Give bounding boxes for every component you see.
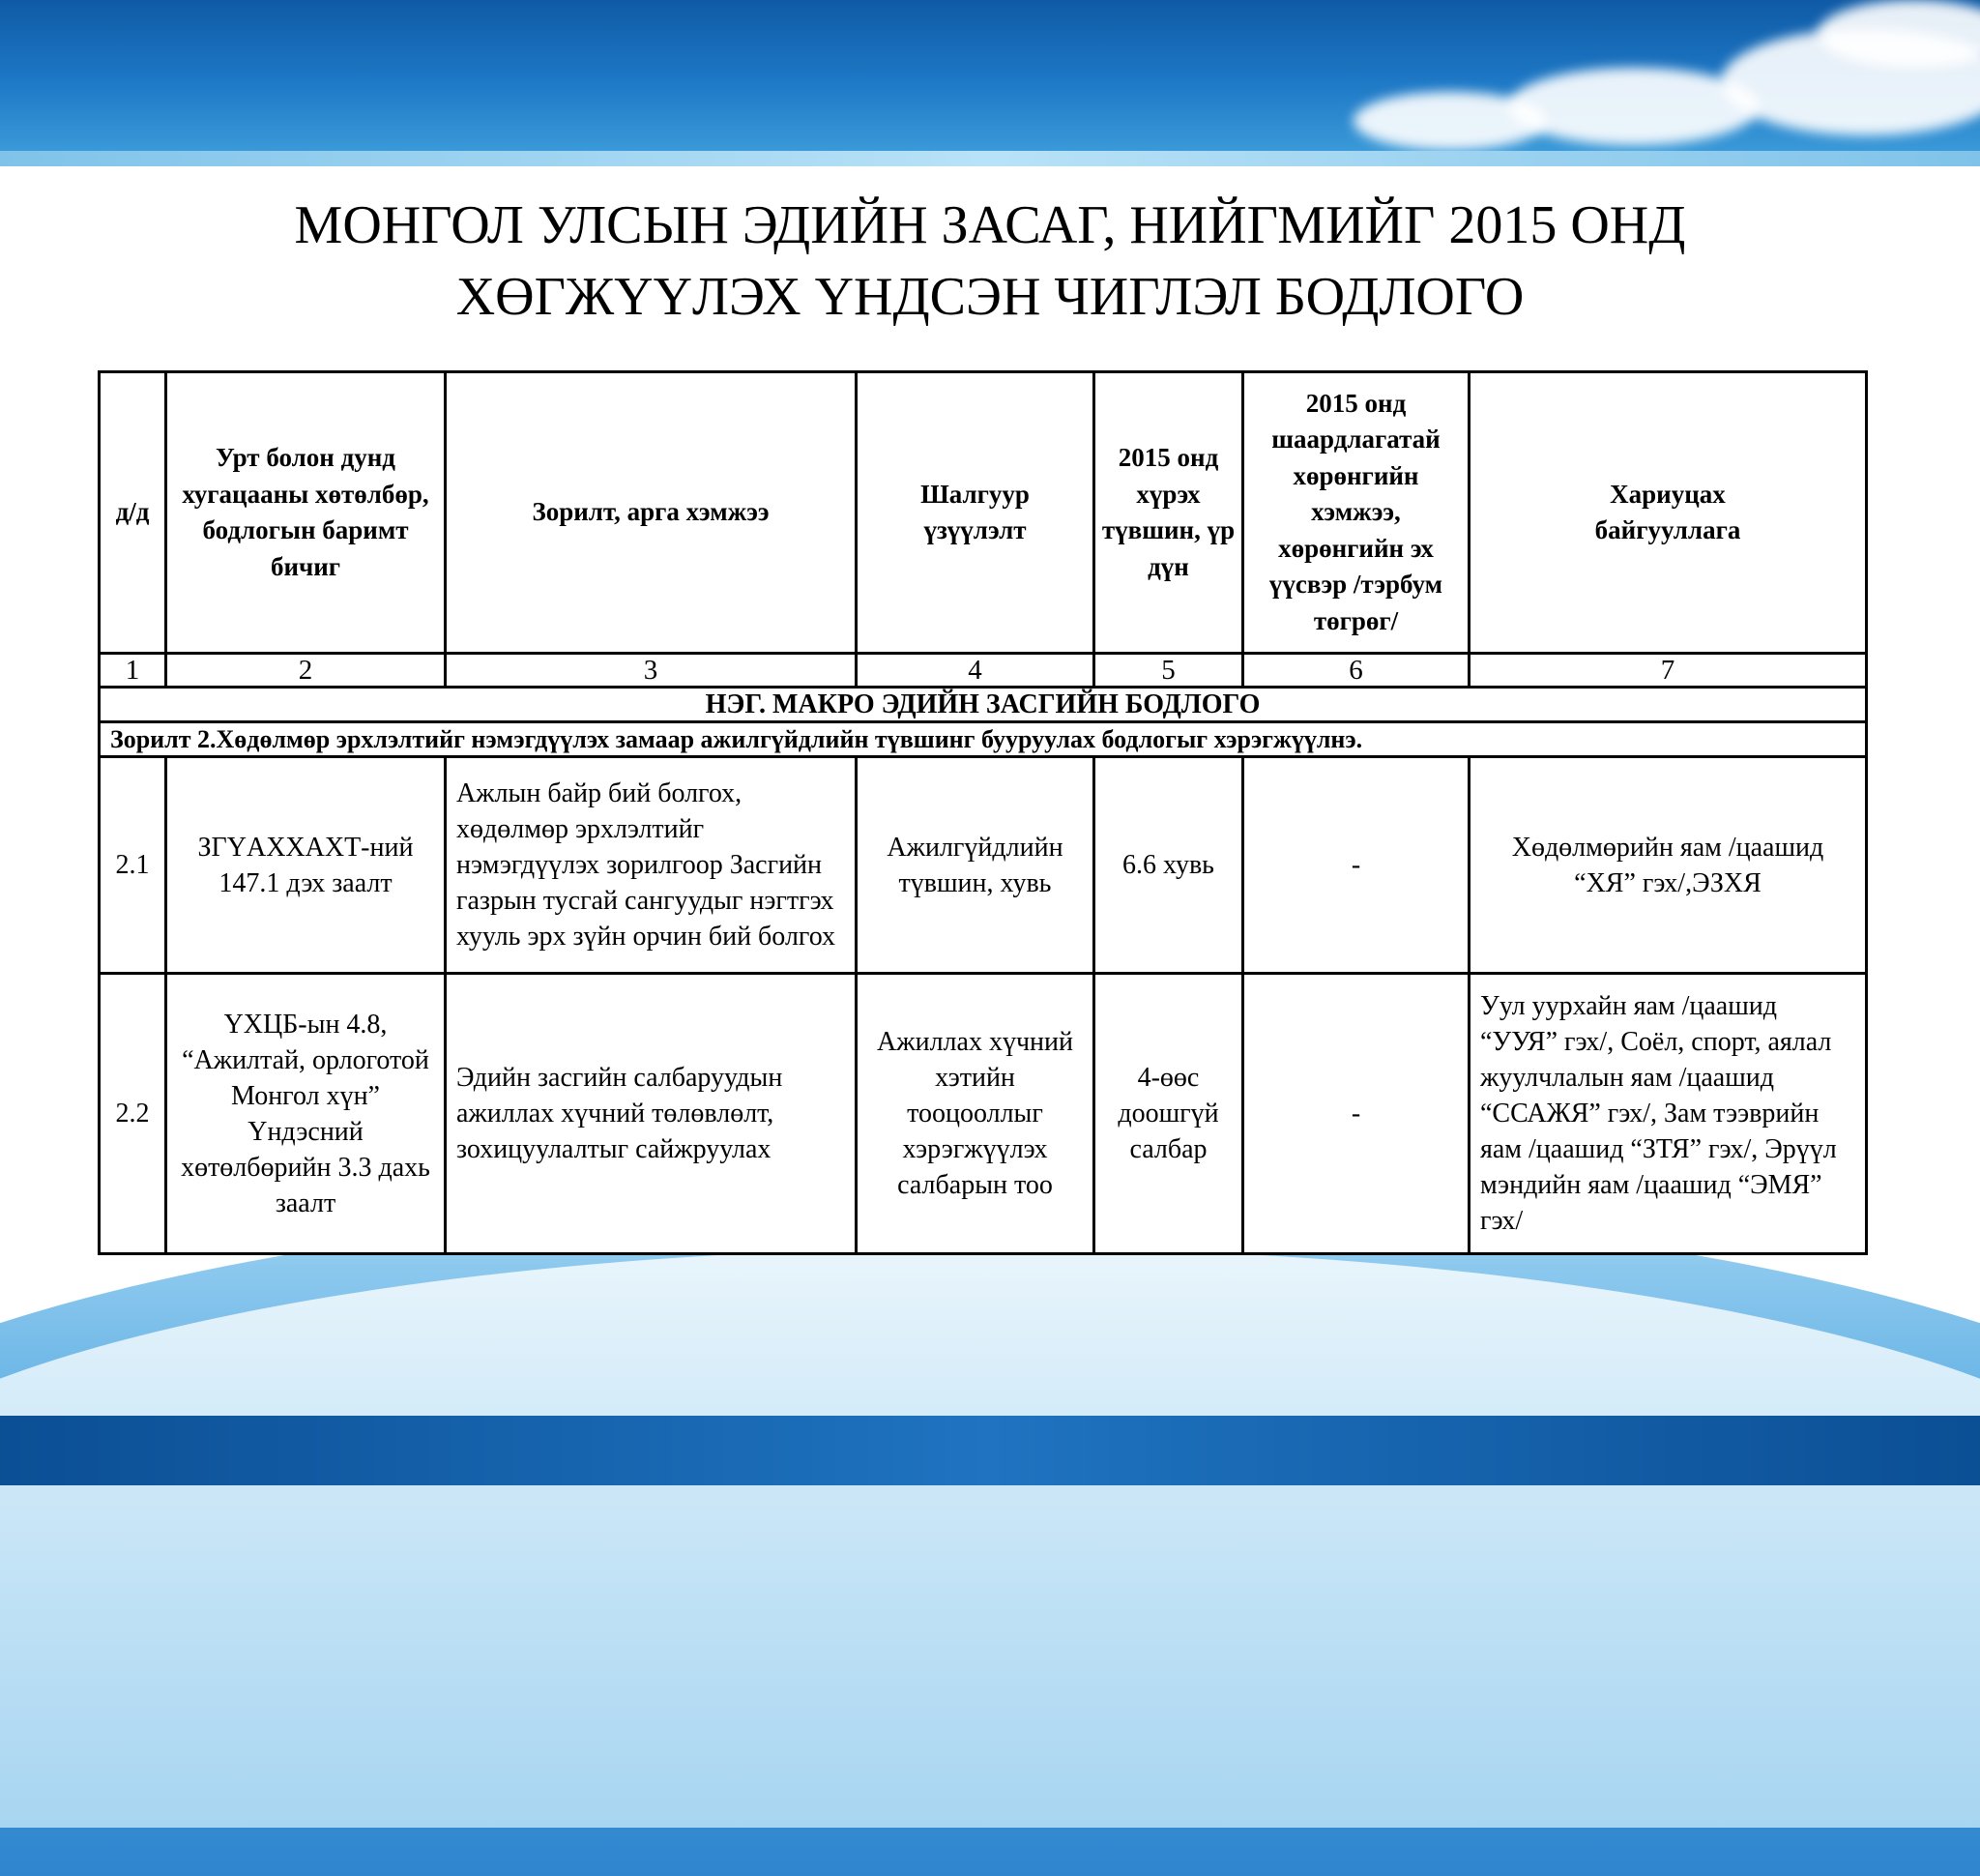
sky-header-banner (0, 0, 1980, 151)
header-index: д/д (100, 372, 166, 654)
slide-title-line-2: ХӨГЖҮҮЛЭХ ҮНДСЭН ЧИГЛЭЛ БОДЛОГО (455, 267, 1525, 327)
row-number: 2.2 (100, 974, 166, 1254)
header-document: Урт болон дунд хугацааны хөтөлбөр, бодлогын баримт бичиг (166, 372, 446, 654)
row-document: ЗГҮАХХАХТ-ний 147.1 дэх заалт (166, 757, 446, 974)
column-number: 4 (857, 654, 1094, 688)
row-funding: - (1243, 974, 1470, 1254)
row-indicator: Ажилгүйдлийн түвшин, хувь (857, 757, 1094, 974)
slide-title-line-1: МОНГОЛ УЛСЫН ЭДИЙН ЗАСАГ, НИЙГМИЙГ 2015 ОНД (294, 195, 1686, 255)
row-indicator: Ажиллах хүчний хэтийн тооцооллыг хэрэгжүүлэх салбарын тоо (857, 974, 1094, 1254)
column-number: 7 (1470, 654, 1867, 688)
table-row (100, 974, 1867, 1254)
column-number: 2 (166, 654, 446, 688)
section-row (100, 688, 1867, 722)
header-funding: 2015 онд шаардлагатай хөрөнгийн хэмжээ, хөрөнгийн эх үүсвэр /тэрбум төгрөг/ (1243, 372, 1470, 654)
header-action: Зорилт, арга хэмжээ (446, 372, 857, 654)
header-indicator: Шалгуур үзүүлэлт (857, 372, 1094, 654)
cloud-decoration (1354, 92, 1547, 150)
column-number: 5 (1094, 654, 1243, 688)
column-number-row (100, 654, 1867, 688)
goal-row (100, 722, 1867, 757)
cloud-decoration (1508, 68, 1760, 145)
row-document: ҮХЦБ-ын 4.8, “Ажилтай, орлоготой Монгол хүн” Үндэсний хөтөлбөрийн 3.3 дахь заалт (166, 974, 446, 1254)
row-number: 2.1 (100, 757, 166, 974)
header-target: 2015 онд хүрэх түвшин, үр дүн (1094, 372, 1243, 654)
row-responsible: Хөдөлмөрийн яам /цаашид “ХЯ” гэх/,ЭЗХЯ (1470, 757, 1867, 974)
column-number: 6 (1243, 654, 1470, 688)
policy-table (98, 370, 1868, 1255)
footer-band (0, 1416, 1980, 1485)
column-number: 3 (446, 654, 857, 688)
row-responsible: Уул уурхайн яам /цаашид “УУЯ” гэх/, Соёл, спорт, аялал жуулчлалын яам /цаашид “ССАЖЯ” гэх/, Зам тээврийн яам /цаашид “ЗТЯ” гэх/, Эрүүл мэндийн яам /цаашид “ЭМЯ” гэх/ (1470, 974, 1867, 1254)
column-number: 1 (100, 654, 166, 688)
row-target: 6.6 хувь (1094, 757, 1243, 974)
goal-heading: Зорилт 2.Хөдөлмөр эрхлэлтийг нэмэгдүүлэх замаар ажилгүйдлийн түвшинг бууруулах бодлогыг хэрэгжүүлнэ. (100, 722, 1867, 757)
row-funding: - (1243, 757, 1470, 974)
table-row (100, 757, 1867, 974)
row-action: Ажлын байр бий болгох, хөдөлмөр эрхлэлтийг нэмэгдүүлэх зорилгоор Засгийн газрын тусгай сангуудыг нэгтгэх хууль эрх зүйн орчин бий болгох (446, 757, 857, 974)
row-target: 4-өөс доошгүй салбар (1094, 974, 1243, 1254)
header-stripe (0, 151, 1980, 166)
slide-title (0, 190, 1980, 333)
row-action: Эдийн засгийн салбаруудын ажиллах хүчний төлөвлөлт, зохицуулалтыг сайжруулах (446, 974, 857, 1254)
header-responsible: Хариуцах байгууллага (1470, 372, 1867, 654)
table-header-row (100, 372, 1867, 654)
wave-decoration-front (0, 1247, 1980, 1828)
section-heading: НЭГ. МАКРО ЭДИЙН ЗАСГИЙН БОДЛОГО (100, 688, 1867, 722)
